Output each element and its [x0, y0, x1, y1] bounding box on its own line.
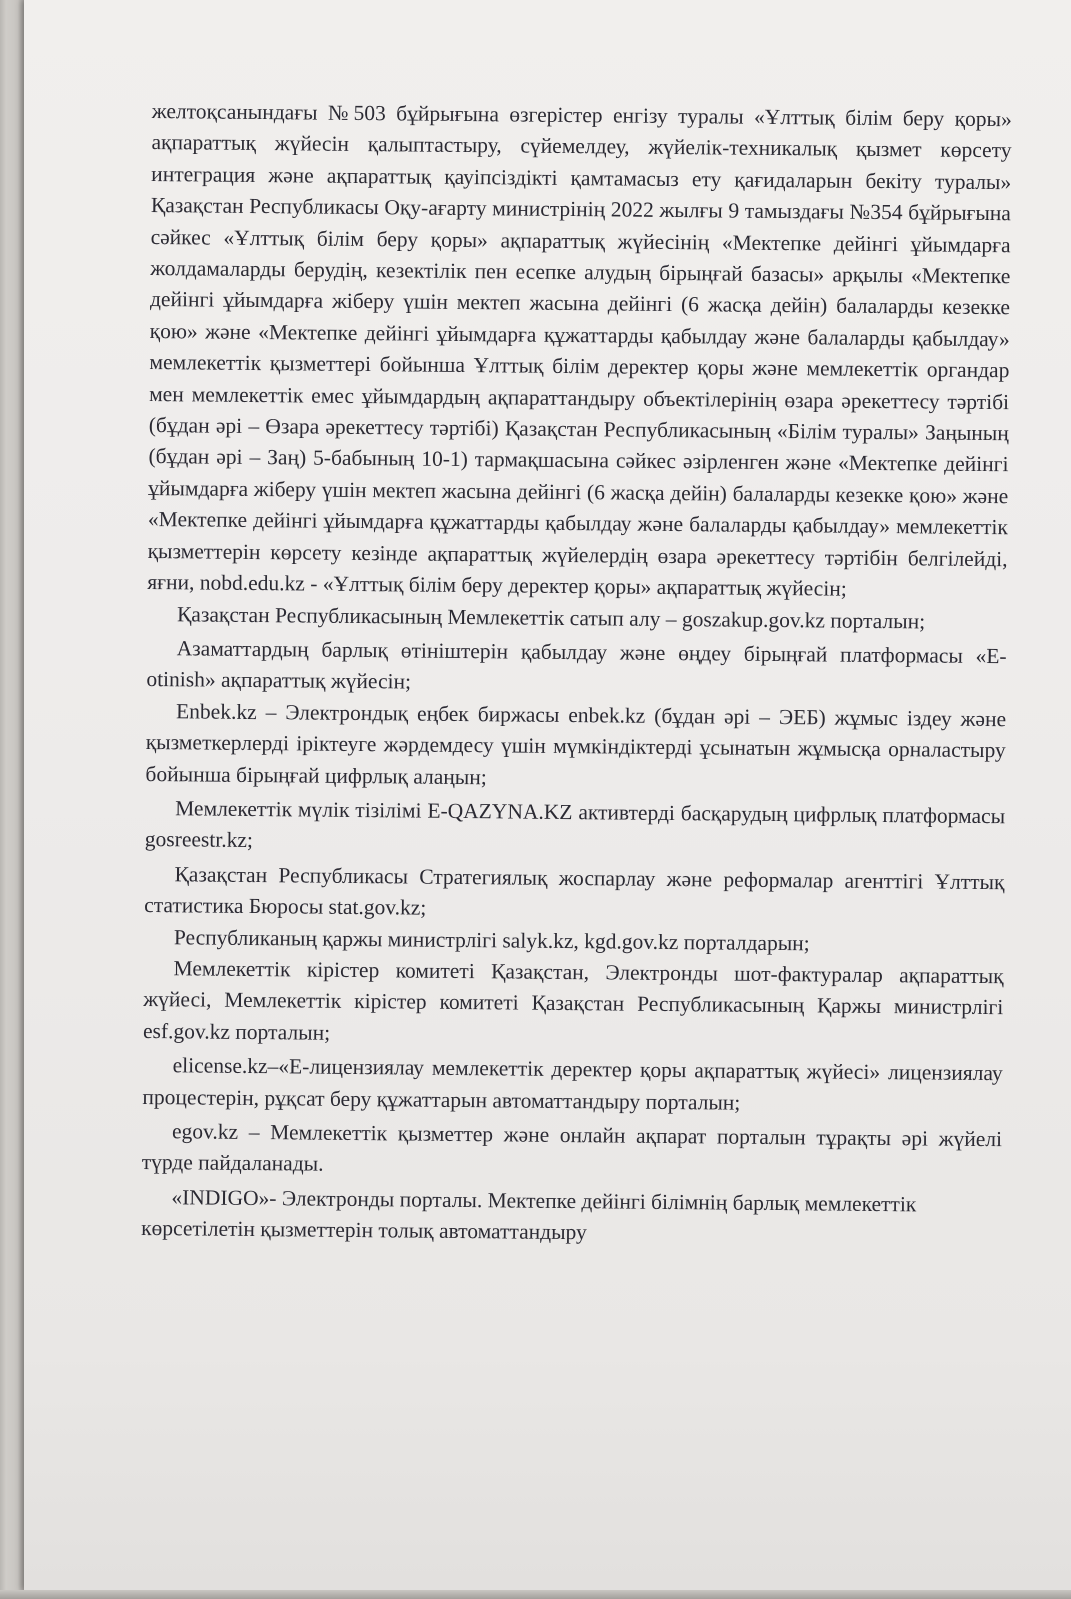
paragraph-salyk: Республиканың қаржы министрлігі salyk.kz, kgd.gov.kz порталдарын;: [173, 924, 810, 955]
paragraph-e-otinish: Азаматтардың барлық өтініштерін қабылдау және өңдеу бірыңғай платформасы «E-otinish» ақпараттық жүйесін;: [146, 636, 1007, 694]
paragraph-enbek: Enbek.kz – Электрондық еңбек биржасы enbek.kz (бұдан әрі – ЭЕБ) жұмыс іздеу және қызметкерлерді іріктеуге жәрдемдесу үшін мүмкіндіктерді ұсынатын жұмысқа орналастыру бойынша бірыңғай цифрлық алаңын;: [145, 698, 1007, 789]
paragraph-e-qazyna: Мемлекеттік мүлік тізілімі E-QAZYNA.KZ активтерді басқарудың цифрлық платформасы gosreestr.kz;: [144, 796, 1006, 853]
document-body: [141, 96, 1012, 1253]
paragraph-goszakup: Қазақстан Республикасының Мемлекеттік сатып алу – goszakup.gov.kz порталын;: [176, 601, 926, 633]
paragraph-esf: Мемлекеттік кірістер комитеті Қазақстан, Электронды шот-фактуралар ақпараттық жүйесі, Мемлекеттік кірістер комитеті Қазақстан Республикасының Қаржы министрлігі esf.gov.kz порталын;: [142, 956, 1004, 1045]
paragraph-elicense: elicense.kz–«Е-лицензиялау мемлекеттік деректер қоры ақпараттық жүйесі» лицензиялау процестерін, рұқсат беру құжаттарын автоматтандыру порталын;: [142, 1053, 1003, 1115]
table-edge: [0, 1590, 1071, 1599]
paragraph-stat: Қазақстан Республикасы Стратегиялық жоспарлау және реформалар агенттігі Ұлттық статистика Бюросы stat.gov.kz;: [144, 862, 1005, 920]
paragraph-indigo: «INDIGO»- Электронды порталы. Мектепке дейінгі білімнің барлық мемлекеттік көрсетілетін қызметтерін толық автоматтандыру: [141, 1185, 917, 1245]
paragraph-intro: желтоқсанындағы №503 бұйрығына өзгерістер енгізу туралы «Ұлттық білім беру қоры» ақпараттық жүйесін қалыптастыру, сүйемелдеу, жүйелік-техникалық қызмет көрсету интеграция және ақпараттық қауіпсіздікті қамтамасыз ету қағидаларын бекіту туралы» Қазақстан Республикасы Оқу-ағарту министрінің 2022 жылғы 9 тамыздағы №354 бұйрығына сәйкес «Ұлттық білім беру қоры» ақпараттық жүйесінің «Мектепке дейінгі ұйымдарға жолдамаларды берудің, кезектілік пен есепке алудың бірыңғай базасы» арқылы «Мектепке дейінгі ұйымдарға жіберу үшін мектеп жасына дейінгі (6 жасқа дейін) балаларды кезекке қою» және «Мектепке дейінгі ұйымдарға құжаттарды қабылдау және балаларды қабылдау» мемлекеттік қызметтері бойынша Ұлттық білім деректер қоры және мемлекеттік органдар мен мемлекеттік емес ұйымдардың ақпараттандыру объектілерінің өзара әрекеттесу тәртібі (бұдан әрі – Өзара әрекеттесу тәртібі) Қазақстан Республикасының «Білім туралы» Заңының (бұдан әрі – Заң) 5-бабының 10-1) тармақшасына сәйкес әзірленген және «Мектепке дейінгі ұйымдарға жіберу үшін мектеп жасына дейінгі (6 жасқа дейін) балаларды кезекке қою» және «Мектепке дейінгі ұйымдарға құжаттарды қабылдау және балаларды қабылдау» мемлекеттік қызметтерін көрсету кезінде ақпараттық жүйелердің өзара әрекеттесу тәртібін белгілейді, яғни, nobd.edu.kz - «Ұлттық білім беру деректер қоры» ақпараттық жүйесін;: [147, 98, 1012, 601]
paragraph-egov: egov.kz – Мемлекеттік қызметтер және онлайн ақпарат порталын тұрақты әрі жүйелі түрде пайдаланады.: [141, 1119, 1003, 1177]
